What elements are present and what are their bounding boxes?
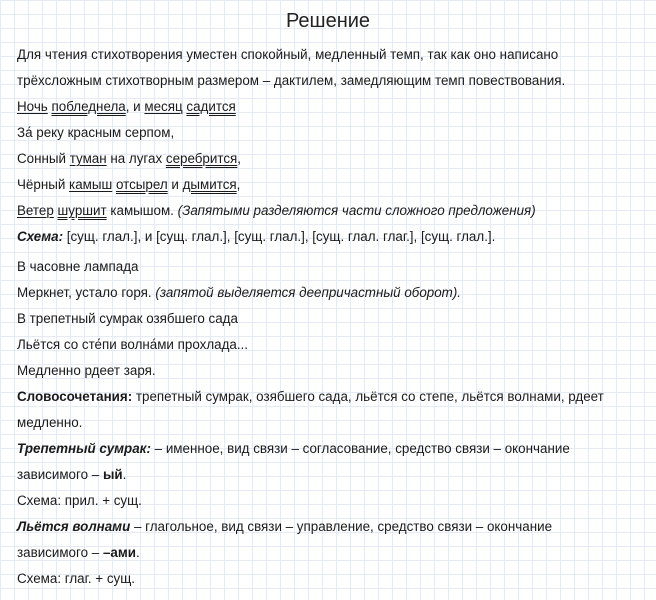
text: зависимого –: [17, 467, 103, 482]
text: зависимого –: [17, 545, 103, 560]
phrases-line-1: [17, 388, 604, 406]
phrase1-text: – именное, вид связи – согласование, средство связи – окончание: [150, 441, 570, 456]
phrase1-scheme: Схема: прил. + сущ.: [17, 493, 142, 508]
poem2-line-5: Медленно рдеет заря.: [17, 363, 156, 378]
text: ,: [236, 177, 241, 192]
phrase2-term: Льётся волнами: [17, 519, 131, 534]
subject-word: месяц: [144, 99, 183, 114]
predicate-word: серебрится: [165, 151, 238, 166]
page-title: Решение: [285, 10, 371, 32]
phrase1-line-1: [17, 440, 570, 458]
poem2-line-4: Льётся со сте́пи волна́ми прохлада...: [17, 337, 249, 352]
poem1-line-3: [17, 150, 241, 168]
predicate-word: побледнела: [51, 99, 126, 114]
scheme-label: Схема:: [17, 229, 64, 244]
text: Меркнет, устало горя.: [17, 285, 156, 300]
note: (Запятыми разделяются части сложного предложения): [177, 203, 536, 218]
subject-word: Ветер: [17, 203, 54, 218]
phrase2-line-2: [17, 544, 140, 562]
intro-line-2: трёхсложным стихотворным размером – дактилем, замедляющим темп повествования.: [17, 73, 566, 88]
text: ,: [237, 151, 242, 166]
predicate-word: отсырел: [115, 177, 168, 192]
text: камышом.: [106, 203, 178, 218]
predicate-word: садится: [186, 99, 236, 114]
text: .: [122, 467, 127, 482]
phrase1-line-2: [17, 466, 126, 484]
phrase1-term: Трепетный сумрак:: [17, 441, 151, 456]
ending: ый: [102, 467, 123, 482]
poem2-line-1: В часовне лампада: [17, 259, 139, 274]
phrase2-scheme: Схема: глаг. + сущ.: [17, 571, 135, 586]
text: на лугах: [106, 151, 166, 166]
poem1-line-5: [17, 202, 536, 220]
subject-word: Ночь: [17, 99, 48, 114]
poem2-line-3: В трепетный сумрак озябшего сада: [17, 311, 238, 326]
text: и: [167, 177, 183, 192]
phrases-text: трепетный сумрак, озябшего сада, льётся со степе, льётся волнами, рдеет: [132, 389, 604, 404]
intro-line-1: Для чтения стихотворения уместен спокойный, медленный темп, так как оно написано: [17, 47, 559, 62]
poem2-line-2: [17, 284, 461, 302]
subject-word: туман: [69, 151, 107, 166]
text: .: [135, 545, 140, 560]
poem1-line-4: [17, 176, 240, 194]
poem1-line-1: [17, 98, 236, 116]
phrases-label: Словосочетания:: [17, 389, 133, 404]
predicate-word: шуршит: [57, 203, 107, 218]
phrases-line-2: медленно.: [17, 415, 83, 430]
predicate-word: дымится: [182, 177, 237, 192]
separator: , и: [125, 99, 145, 114]
scheme-line: [17, 228, 495, 246]
text: Сонный: [17, 151, 70, 166]
subject-word: камыш: [69, 177, 113, 192]
ending: –ами: [102, 545, 136, 560]
phrase2-text: – глагольное, вид связи – управление, средство связи – окончание: [130, 519, 553, 534]
text: Чёрный: [17, 177, 70, 192]
note: (запятой выделяется деепричастный оборот).: [155, 285, 461, 300]
poem1-line-2: За́ реку красным серпом,: [17, 125, 175, 140]
scheme-text: [сущ. глал.], и [сущ. глал.], [сущ. глал.], [сущ. глал. глаг.], [сущ. глал.].: [63, 229, 496, 244]
phrase2-line-1: [17, 518, 552, 536]
